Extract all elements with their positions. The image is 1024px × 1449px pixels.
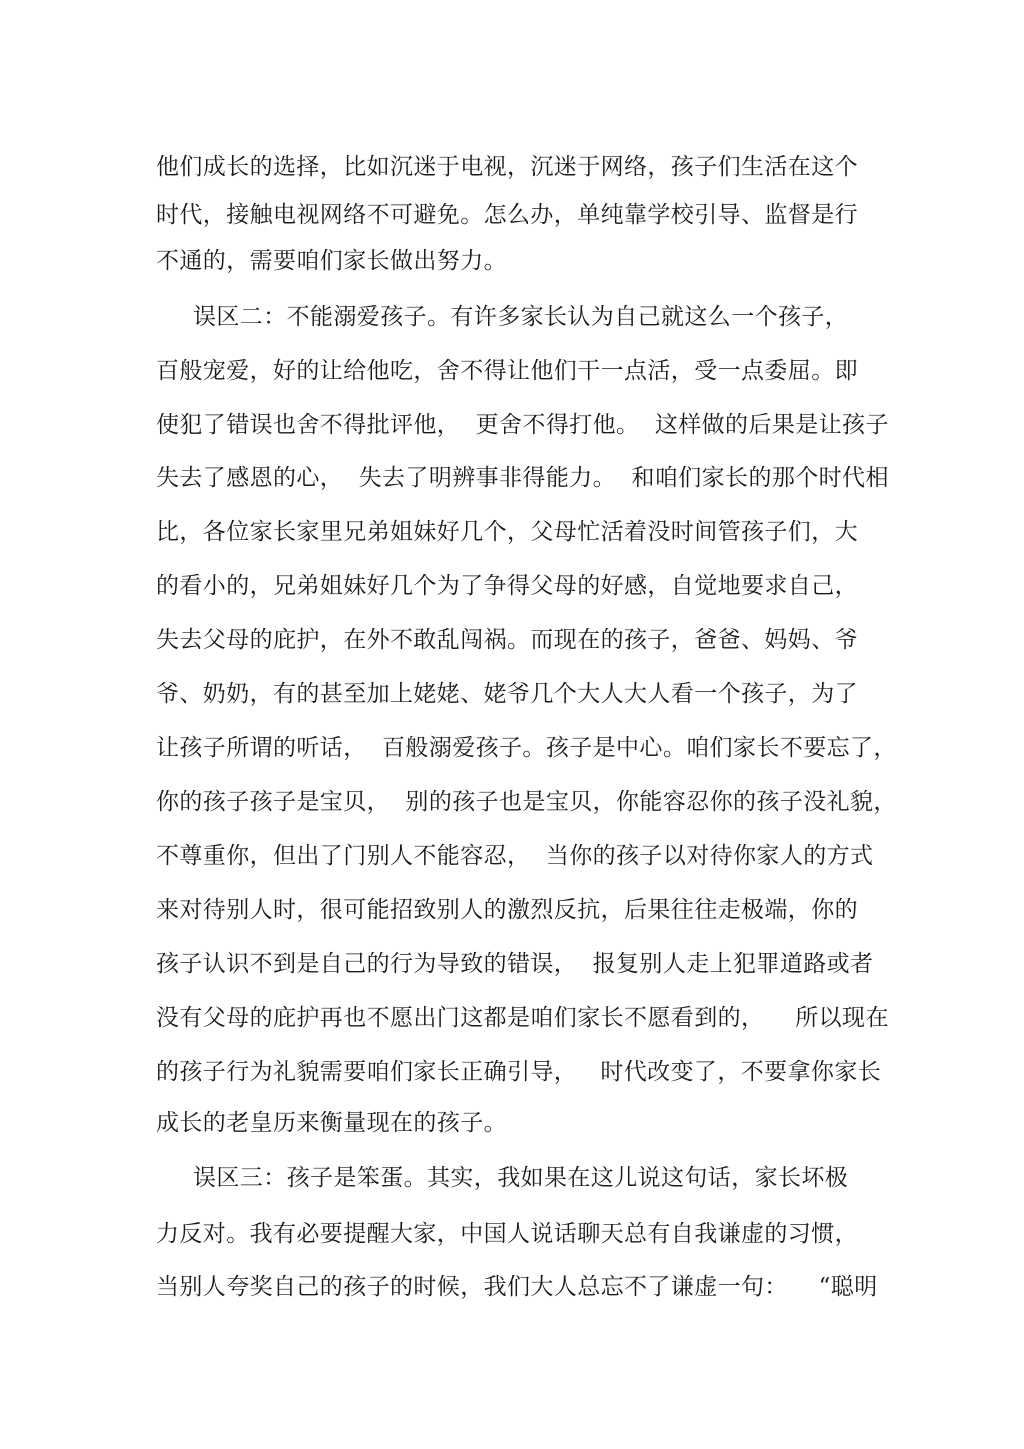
text-line: 没有父母的庇护再也不愿出门这都是咱们家长不愿看到的， 所以现在	[156, 1005, 889, 1031]
paragraph-start-line: 误区二：不能溺爱孩子。有许多家长认为自己就这么一个孩子，	[193, 304, 849, 330]
text-line: 你的孩子孩子是宝贝， 别的孩子也是宝贝，你能容忍你的孩子没礼貌，	[156, 789, 897, 815]
text-line: 失去父母的庇护，在外不敢乱闯祸。而现在的孩子，爸爸、妈妈、爷	[156, 627, 858, 653]
text-line: 的孩子行为礼貌需要咱们家长正确引导， 时代改变了，不要拿你家长	[156, 1059, 882, 1085]
text-line: 比，各位家长家里兄弟姐妹好几个，父母忙活着没时间管孩子们，大	[156, 519, 858, 545]
text-line: 使犯了错误也舍不得批评他， 更舍不得打他。 这样做的后果是让孩子	[156, 412, 889, 438]
text-line: 不通的，需要咱们家长做出努力。	[156, 248, 507, 274]
text-line: 爷、奶奶，有的甚至加上姥姥、姥爷几个大人大人看一个孩子，为了	[156, 681, 858, 707]
text-line: 来对待别人时，很可能招致别人的激烈反抗，后果往往走极端，你的	[156, 897, 858, 923]
text-line: 成长的老皇历来衡量现在的孩子。	[156, 1110, 507, 1136]
text-line: 的看小的，兄弟姐妹好几个为了争得父母的好感，自觉地要求自己，	[156, 573, 858, 599]
paragraph-start-line: 误区三：孩子是笨蛋。其实，我如果在这儿说这句话，家长坏极	[193, 1165, 849, 1191]
text-line: 让孩子所谓的听话， 百般溺爱孩子。孩子是中心。咱们家长不要忘了，	[156, 735, 897, 761]
text-line: 力反对。我有必要提醒大家，中国人说话聊天总有自我谦虚的习惯，	[156, 1221, 858, 1247]
text-line: 当别人夸奖自己的孩子的时候，我们大人总忘不了谦虚一句： “聪明	[156, 1274, 878, 1300]
text-line: 失去了感恩的心， 失去了明辨事非得能力。 和咱们家长的那个时代相	[156, 465, 889, 491]
text-line: 时代，接触电视网络不可避免。怎么办，单纯靠学校引导、监督是行	[156, 202, 858, 228]
text-line: 百般宠爱，好的让给他吃，舍不得让他们干一点活，受一点委屈。即	[156, 358, 858, 384]
text-line: 不尊重你，但出了门别人不能容忍， 当你的孩子以对待你家人的方式	[156, 843, 874, 869]
text-line: 他们成长的选择，比如沉迷于电视，沉迷于网络，孩子们生活在这个	[156, 154, 858, 180]
text-line: 孩子认识不到是自己的行为导致的错误， 报复别人走上犯罪道路或者	[156, 951, 874, 977]
